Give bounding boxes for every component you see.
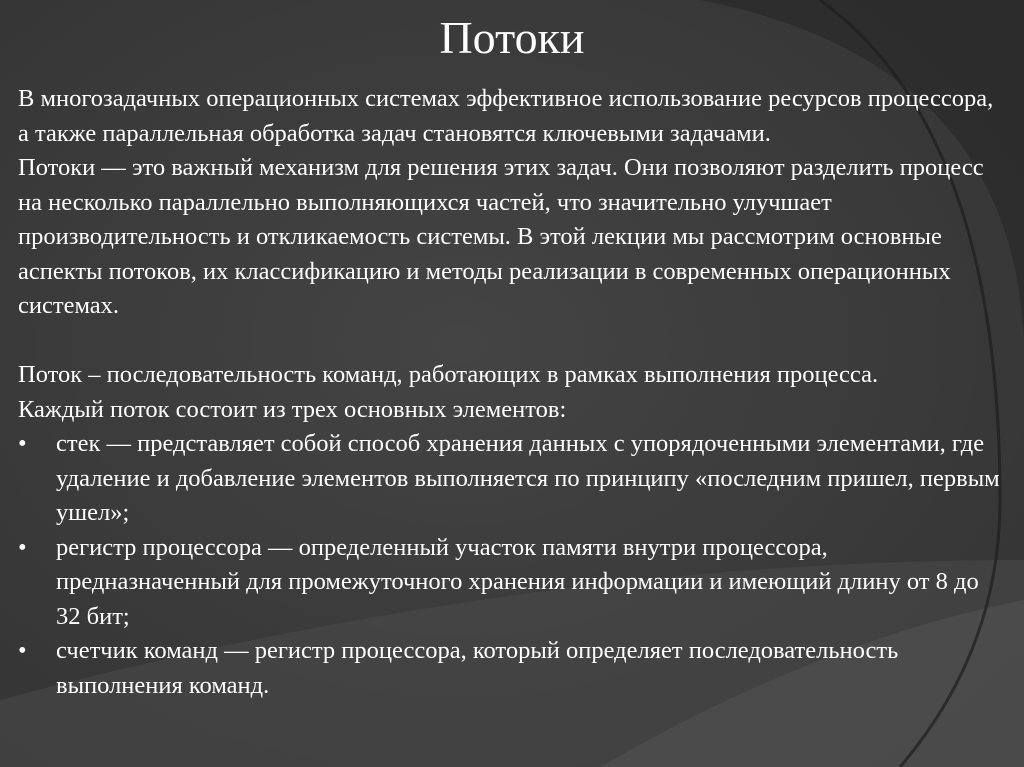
elements-intro: Каждый поток состоит из трех основных элементов: — [18, 395, 567, 423]
bullet-icon: • — [18, 430, 27, 457]
bullet-item-stack — [18, 427, 1008, 531]
bullet-text: стек — представляет собой способ хранения данных с упорядоченными элементами, где удаление и добавление элементов выполняется по принципу «последним пришел, первым ушел»; — [56, 430, 1000, 526]
slide-title: Потоки — [439, 12, 585, 63]
definition-paragraph: Поток – последовательность команд, работающих в рамках выполнения процесса. — [18, 361, 879, 388]
intro-paragraph-2: Потоки — это важный механизм для решения этих задач. Они позволяют разделить процесс на несколько параллельно выполняющихся частей, что значительно улучшает производительность и откликаемость системы. В этой лекции мы рассмотрим основные аспекты потоков, их классификацию и методы реализации в современных операционных системах. — [18, 154, 984, 319]
bullet-item-register — [18, 531, 1008, 635]
bullet-icon: • — [18, 533, 27, 561]
bullet-text: счетчик команд — регистр процессора, который определяет последовательность выполнения команд. — [56, 637, 899, 699]
bullet-text: регистр процессора — определенный участок памяти внутри процессора, предназначенный для промежуточного хранения информации и имеющий длину от 8 до 32 бит; — [56, 533, 979, 630]
slide-body — [18, 82, 1008, 703]
paragraph-spacer — [18, 324, 1008, 359]
bullet-icon: • — [18, 637, 27, 664]
intro-paragraph-1: В многозадачных операционных системах эффективное использование ресурсов процессора, а также параллельная обработка задач становятся ключевыми задачами. — [18, 85, 994, 147]
bullet-item-counter — [18, 634, 1008, 703]
bullet-list — [18, 427, 1008, 703]
